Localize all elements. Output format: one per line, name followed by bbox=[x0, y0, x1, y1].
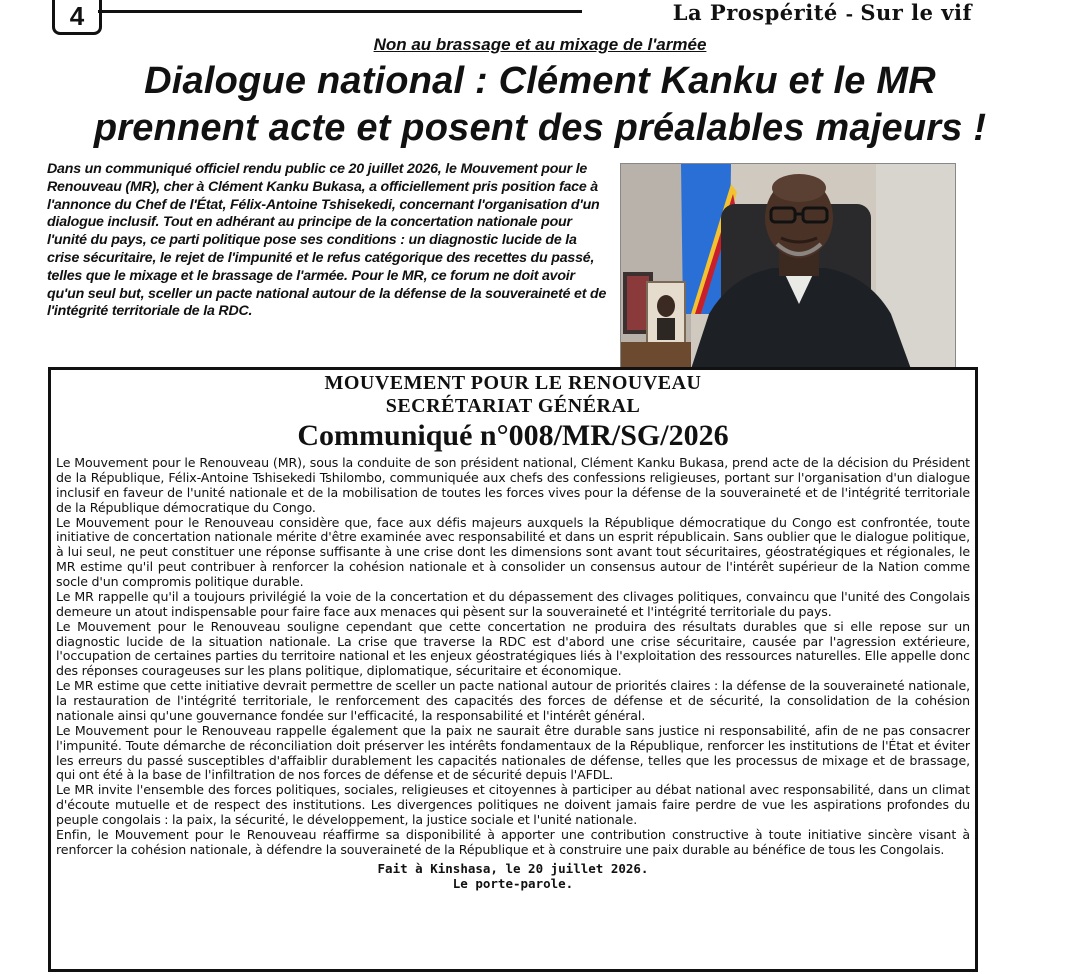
portrait-illustration bbox=[621, 164, 955, 369]
communique-paragraph: Le Mouvement pour le Renouveau souligne cependant que cette concertation ne produira des résultats durables que si elle repose sur un diagnostic lucide de la situation nationale. La crise que traverse la RDC est d'abord une crise sécuritaire, causée par l'agression extérieure, l'occupation de certaines parties du territoire national et les enjeux géostratégiques liés à l'exploitation des ressources naturelles. Elle appelle donc des réponses courageuses sur les plans politique, diplomatique, sécuritaire et économique. bbox=[56, 618, 970, 679]
communique-title: Communiqué n°008/MR/SG/2026 bbox=[297, 419, 729, 452]
communique-paragraph: Enfin, le Mouvement pour le Renouveau réaffirme sa disponibilité à apporter une contribution constructive à toute initiative sincère visant à renforcer la cohésion nationale, à défendre la souveraineté de la République et à construire une paix durable au bénéfice de tous les Congolais. bbox=[56, 826, 970, 857]
signature-place-date: Fait à Kinshasa, le 20 juillet 2026. bbox=[377, 860, 649, 876]
signature-role: Le porte-parole. bbox=[452, 875, 574, 891]
article-headline bbox=[0, 58, 1080, 152]
masthead-separator: - bbox=[845, 4, 861, 25]
article-lede: Dans un communiqué officiel rendu public ce 20 juillet 2026, le Mouvement pour le Renouveau (MR), cher à Clément Kanku Bukasa, a officiellement pris position face à l'annonce du Chef de l'État, Félix-Antoine Tshisekedi, concernant l'organisation d'un dialogue inclusif. Tout en adhérant au principe de la concertation nationale pour l'unité du pays, ce parti politique pose ses conditions : un diagnostic lucide de la crise sécuritaire, le rejet de l'impunité et le refus catégorique des recettes du passé, telles que le mixage et le brassage de l'armée. Pour le MR, ce forum ne doit avoir qu'un seul but, sceller un pacte national autour de la défense de la souveraineté et de l'intégrité territoriale de la RDC. bbox=[47, 161, 607, 320]
communique-paragraph: Le MR invite l'ensemble des forces politiques, sociales, religieuses et citoyennes à participer au débat national avec responsabilité, dans un climat d'écoute mutuelle et de respect des institutions. Les divergences politiques ne doivent jamais faire perdre de vue les aspirations profondes du peuple congolais : la paix, la sécurité, le développement, la justice sociale et l'unité nationale. bbox=[56, 782, 970, 827]
headline-line-1: Dialogue national : Clément Kanku et le MR bbox=[144, 60, 936, 102]
masthead bbox=[673, 0, 972, 25]
publication-name: La Prospérité bbox=[672, 0, 838, 25]
communique-department: SECRÉTARIAT GÉNÉRAL bbox=[385, 395, 641, 417]
communique-paragraph: Le Mouvement pour le Renouveau (MR), sous la conduite de son président national, Clément Kanku Bukasa, prend acte de la décision du Président de la République, Félix-Antoine Tshisekedi Tshilombo, communiquée aux chefs des confessions religieuses, portant sur l'organisation d'un dialogue inclusif en faveur de l'unité nationale et de la mobilisation de toutes les forces vives pour la défense de la souveraineté et de l'intégrité territoriale de la République démocratique du Congo. bbox=[56, 455, 970, 515]
communique-paragraph: Le MR rappelle qu'il a toujours privilégié la voie de la concertation et du dépassement des clivages politiques, convaincu que l'unité des Congolais demeure un atout indispensable pour faire face aux menaces qui pèsent sur la souveraineté et l'intégrité territoriale du pays. bbox=[56, 588, 970, 619]
article-kicker: Non au brassage et au mixage de l'armée bbox=[373, 35, 707, 54]
communique-box bbox=[48, 367, 978, 972]
communique-paragraph: Le MR estime que cette initiative devrait permettre de sceller un pacte national autour de priorités claires : la défense de la souveraineté nationale, la restauration de l'intégrité territoriale, le renforcement des capacités des forces de défense et de sécurité, la consolidation de la cohésion nationale ainsi qu'une gouvernance fondée sur l'efficacité, la responsabilité et l'intérêt général. bbox=[56, 678, 970, 723]
communique-body bbox=[56, 456, 970, 858]
section-name: Sur le vif bbox=[860, 0, 972, 25]
communique-paragraph: Le Mouvement pour le Renouveau rappelle également que la paix ne saurait être durable sans justice ni responsabilité, afin de ne pas consacrer l'impunité. Toute démarche de réconciliation doit préserver les intérêts fondamentaux de la République, renforcer les institutions de l'État et éviter les erreurs du passé susceptibles d'affaiblir durablement les capacités nationales de défense, telles que les processus de mixage et de brassage, qui ont été à la base de l'infiltration de nos forces de défense et de sécurité depuis l'AFDL. bbox=[56, 722, 970, 783]
header-rule bbox=[98, 10, 582, 13]
headline-line-2: prennent acte et posent des préalables majeurs ! bbox=[93, 107, 987, 149]
communique-paragraph: Le Mouvement pour le Renouveau considère que, face aux défis majeurs auxquels la République démocratique du Congo est confrontée, toute initiative de concertation nationale mérite d'être examinée avec responsabilité et dans un esprit républicain. Sans oublier que le dialogue politique, à lui seul, ne peut constituer une réponse suffisante à une crise dont les dimensions sont avant tout sécuritaires, géostratégiques et régionales, le MR estime qu'il peut contribuer à renforcer la cohésion nationale et à consolider un consensus autour de l'intérêt supérieur de la Nation comme socle d'un compromis politique durable. bbox=[56, 514, 970, 589]
page-number: 4 bbox=[52, 0, 102, 35]
portrait-photo bbox=[620, 163, 956, 370]
communique-organization: MOUVEMENT POUR LE RENOUVEAU bbox=[324, 372, 702, 394]
